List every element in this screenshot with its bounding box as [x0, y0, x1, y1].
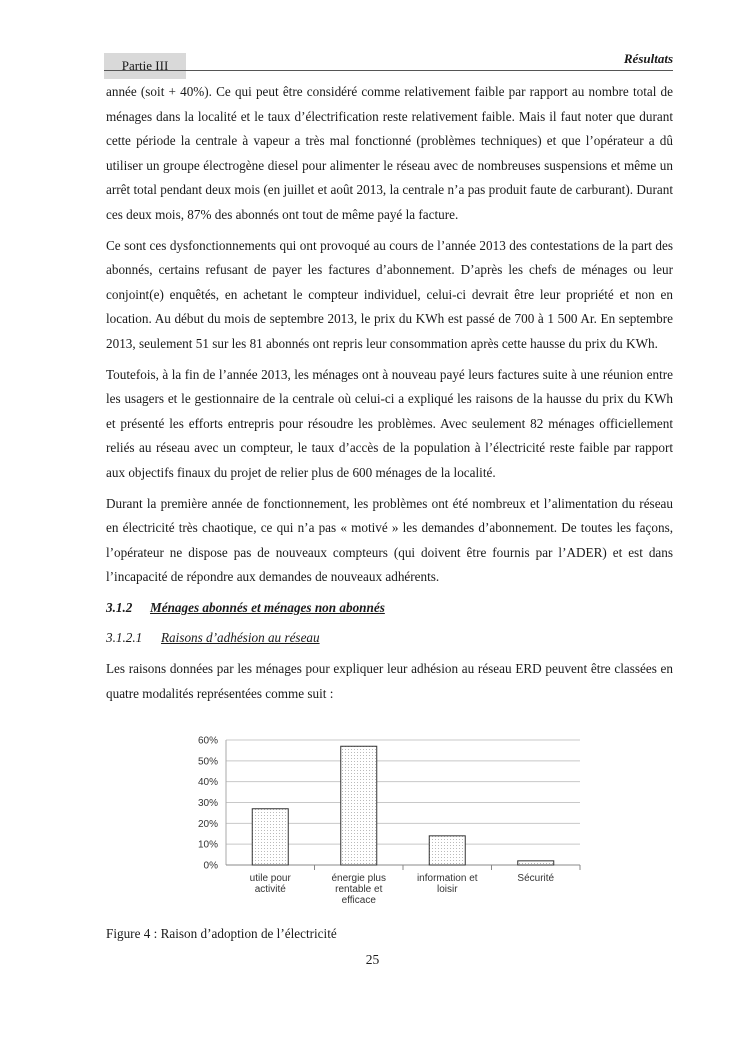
paragraph-3: Toutefois, à la fin de l’année 2013, les ménages ont à nouveau payé leurs factures suite à une réunion entre les usagers et le gestionnaire de la centrale où celui-ci a expliqué les raisons de la hausse du prix du KWh et présenté les efforts entrepris pour résoudre les problèmes. Avec seulement 82 ménages officiellement reliés au réseau avec un compteur, le taux d’accès de la population à l’électricité reste faible par rapport aux objectifs finaux du projet de relier plus de 600 ménages de la localité.: [106, 366, 673, 480]
paragraph-2: Ce sont ces dysfonctionnements qui ont provoqué au cours de l’année 2013 des contestations de la part des abonnés, certains refusant de payer les factures d’abonnement. D’après les chefs de ménages ou leur conjoint(e) enquêtés, en achetant le compteur individuel, celui-ci devrait être leur propriété et non en location. Au début du mois de septembre 2013, le prix du KWh est passé de 700 à 1 500 Ar. En septembre 2013, seulement 51 sur les 81 abonnés ont repris leur consommation après cette hausse du prix du KWh.: [106, 237, 673, 351]
bar: [429, 836, 465, 865]
subsection-title: Raisons d’adhésion au réseau: [161, 630, 320, 646]
y-tick-label: 30%: [197, 798, 218, 809]
section-heading: [106, 596, 673, 621]
adoption-reason-chart: [170, 730, 610, 920]
x-tick-label: loisir: [436, 884, 458, 895]
page-number: 25: [365, 952, 380, 967]
y-tick-label: 60%: [197, 735, 218, 747]
intro-paragraph: Les raisons données par les ménages pour expliquer leur adhésion au réseau ERD peuvent être classées en quatre modalités représentées comme suit :: [106, 661, 673, 701]
x-tick-label: rentable et: [335, 884, 383, 895]
header-rule: [104, 70, 673, 71]
paragraph-1: année (soit + 40%). Ce qui peut être considéré comme relativement faible par rapport au nombre total de ménages dans la localité et le taux d’électrification reste relativement faible. Mais il faut noter que durant cette période la centrale à vapeur a très mal fonctionné (problèmes techniques) et que l’opérateur a dû utiliser un groupe électrogène diesel pour alimenter le réseau avec de nombreuses suspensions et même un arrêt total pendant deux mois (en juillet et août 2013, la centrale n’a pas produit faute de carburant). Durant ces deux mois, 87% des abonnés ont tout de même payé la facture.: [106, 84, 673, 222]
bar: [341, 746, 377, 865]
bar: [252, 809, 288, 865]
section-title: Ménages abonnés et ménages non abonnés: [150, 599, 385, 615]
section-number: 3.1.2: [106, 599, 133, 615]
x-tick-label: information et: [416, 873, 478, 884]
x-tick-label: efficace: [341, 895, 376, 906]
y-tick-label: 10%: [197, 839, 218, 851]
y-tick-label: 20%: [197, 818, 218, 830]
y-tick-label: 40%: [197, 777, 218, 789]
x-tick-label: énergie plus: [331, 873, 386, 884]
page-body: [106, 80, 673, 712]
x-tick-label: utile pour: [249, 873, 291, 884]
y-tick-label: 50%: [197, 756, 218, 768]
y-tick-label: 0%: [203, 860, 218, 872]
subsection-number: 3.1.2.1: [106, 630, 143, 646]
section-header: Résultats: [623, 51, 673, 66]
subsection-heading: [106, 626, 673, 651]
paragraph-4: Durant la première année de fonctionnement, les problèmes ont été nombreux et l’alimentation du réseau en électricité très chaotique, ce qui n’a pas « motivé » les demandes d’abonnement. De toutes les façons, l’opérateur ne dispose pas de nouveaux compteurs (qui doivent être fournis par l’ADER) et est dans l’incapacité de répondre aux demandes de nouveaux adhérents.: [106, 495, 673, 585]
part-tab: Partie III: [104, 53, 186, 79]
x-tick-label: Sécurité: [517, 873, 555, 884]
figure-caption: Figure 4 : Raison d’adoption de l’électricité: [106, 926, 337, 941]
bar: [518, 861, 554, 865]
x-tick-label: activité: [254, 884, 286, 895]
